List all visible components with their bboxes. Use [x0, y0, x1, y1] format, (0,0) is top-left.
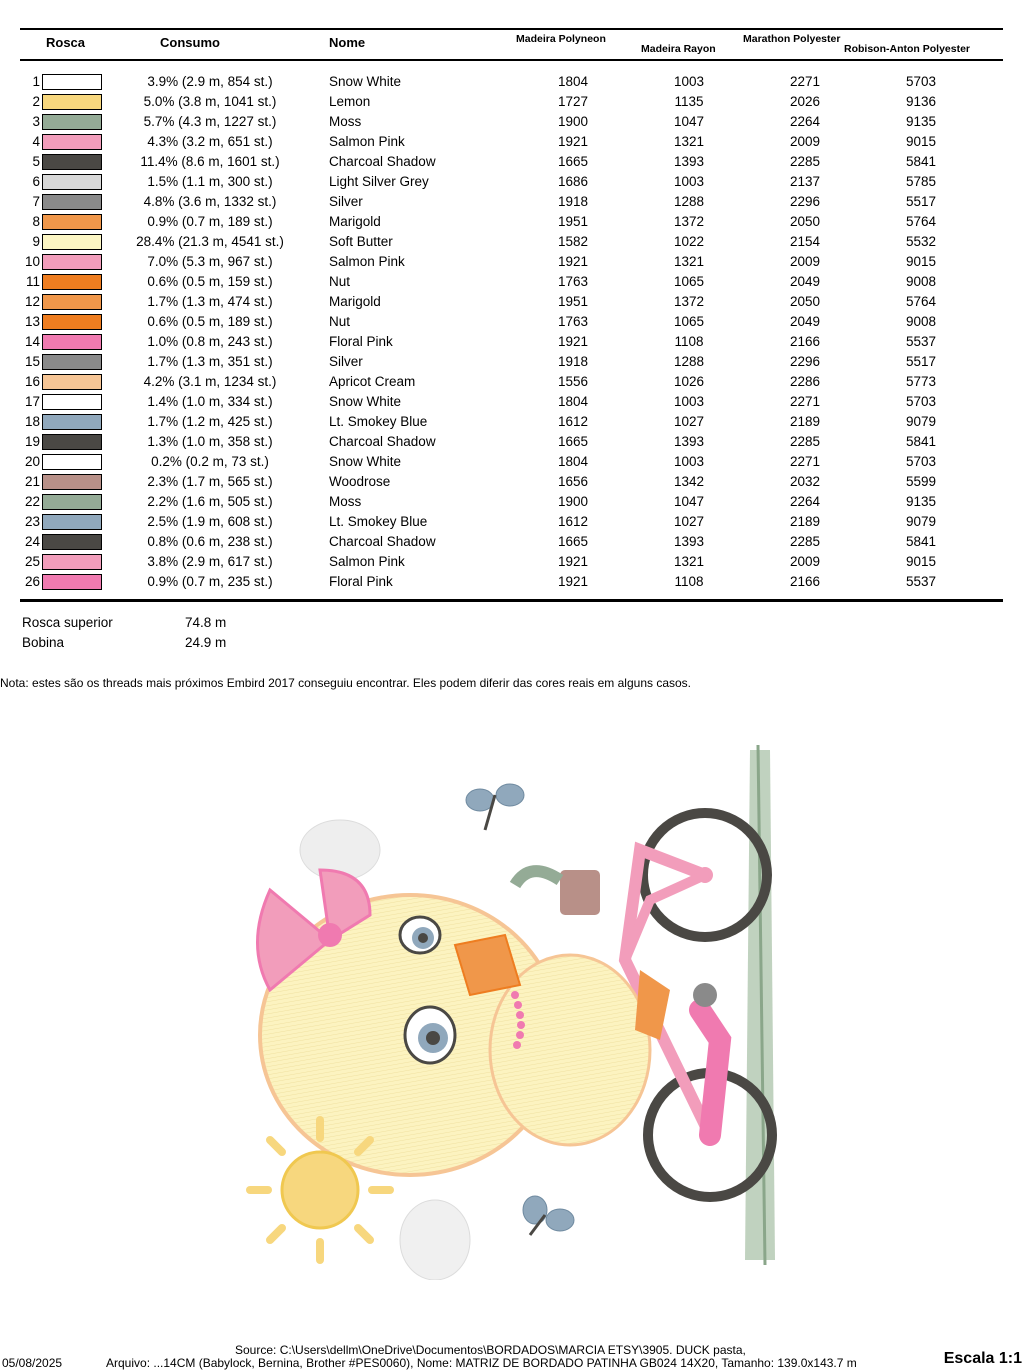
color-swatch	[42, 314, 102, 330]
row-madeira-rayon: 1108	[674, 334, 704, 349]
row-robison-anton-polyester: 9079	[905, 514, 937, 529]
row-thread-name: Lt. Smokey Blue	[329, 414, 428, 429]
row-madeira-rayon: 1321	[673, 554, 705, 569]
row-marathon-polyester: 2189	[789, 414, 821, 429]
summary-top-value: 74.8 m	[185, 615, 227, 630]
row-thread-name: Lemon	[329, 94, 371, 109]
row-marathon-polyester: 2286	[789, 374, 821, 389]
row-thread-name: Floral Pink	[329, 574, 393, 589]
color-swatch	[42, 434, 102, 450]
table-row	[0, 254, 1024, 274]
color-swatch	[42, 534, 102, 550]
row-madeira-polyneon: 1612	[557, 514, 589, 529]
row-madeira-polyneon: 1951	[557, 214, 589, 229]
color-swatch	[42, 374, 102, 390]
row-thread-name: Silver	[329, 194, 363, 209]
row-madeira-polyneon: 1804	[557, 74, 589, 89]
row-number: 3	[32, 114, 40, 129]
color-swatch	[42, 334, 102, 350]
row-consumo: 3.8% (2.9 m, 617 st.)	[147, 554, 273, 569]
row-madeira-rayon: 1135	[674, 94, 704, 109]
row-madeira-rayon: 1372	[673, 294, 705, 309]
table-row	[0, 574, 1024, 594]
row-consumo: 0.2% (0.2 m, 73 st.)	[151, 454, 269, 469]
row-number: 20	[24, 454, 40, 469]
row-consumo: 1.5% (1.1 m, 300 st.)	[147, 174, 273, 189]
row-marathon-polyester: 2264	[789, 114, 821, 129]
row-thread-name: Woodrose	[329, 474, 391, 489]
row-thread-name: Charcoal Shadow	[329, 434, 436, 449]
row-number: 22	[24, 494, 40, 509]
row-robison-anton-polyester: 9008	[905, 314, 937, 329]
row-robison-anton-polyester: 9008	[905, 274, 937, 289]
row-thread-name: Moss	[329, 114, 362, 129]
row-thread-name: Apricot Cream	[329, 374, 416, 389]
row-robison-anton-polyester: 5599	[905, 474, 937, 489]
row-consumo: 11.4% (8.6 m, 1601 st.)	[140, 154, 280, 169]
row-thread-name: Lt. Smokey Blue	[329, 514, 428, 529]
row-consumo: 1.0% (0.8 m, 243 st.)	[147, 334, 273, 349]
row-consumo: 0.9% (0.7 m, 189 st.)	[147, 214, 273, 229]
row-number: 6	[32, 174, 40, 189]
color-swatch	[42, 494, 102, 510]
row-madeira-rayon: 1393	[673, 154, 705, 169]
row-number: 2	[32, 94, 40, 109]
row-madeira-rayon: 1288	[673, 354, 705, 369]
footer-scale: Escala 1:1	[943, 1350, 1022, 1367]
row-consumo: 2.5% (1.9 m, 608 st.)	[147, 514, 273, 529]
color-swatch	[42, 234, 102, 250]
row-number: 19	[24, 434, 40, 449]
row-marathon-polyester: 2264	[789, 494, 821, 509]
row-madeira-rayon: 1372	[673, 214, 705, 229]
row-madeira-rayon: 1027	[673, 414, 705, 429]
row-number: 14	[24, 334, 40, 349]
footer-date: 05/08/2025	[2, 1356, 63, 1370]
row-robison-anton-polyester: 5532	[905, 234, 937, 249]
row-madeira-polyneon: 1921	[557, 254, 589, 269]
row-marathon-polyester: 2009	[789, 254, 821, 269]
table-row	[0, 154, 1024, 174]
row-robison-anton-polyester: 5703	[905, 394, 937, 409]
row-thread-name: Soft Butter	[329, 234, 393, 249]
table-bottom-rule	[20, 599, 1003, 602]
row-consumo: 1.3% (1.0 m, 358 st.)	[147, 434, 273, 449]
row-number: 13	[24, 314, 40, 329]
color-swatch	[42, 294, 102, 310]
row-marathon-polyester: 2050	[789, 294, 821, 309]
row-number: 17	[24, 394, 40, 409]
row-madeira-polyneon: 1804	[557, 454, 589, 469]
row-madeira-polyneon: 1665	[557, 534, 589, 549]
row-consumo: 0.6% (0.5 m, 189 st.)	[147, 314, 273, 329]
row-marathon-polyester: 2049	[789, 314, 821, 329]
row-thread-name: Marigold	[329, 294, 381, 309]
row-marathon-polyester: 2189	[789, 514, 821, 529]
row-madeira-polyneon: 1763	[557, 314, 589, 329]
row-marathon-polyester: 2166	[789, 334, 821, 349]
table-row	[0, 494, 1024, 514]
color-swatch	[42, 254, 102, 270]
row-number: 11	[25, 274, 40, 289]
row-consumo: 1.7% (1.3 m, 474 st.)	[147, 294, 273, 309]
row-thread-name: Snow White	[329, 394, 402, 409]
row-robison-anton-polyester: 5841	[905, 434, 937, 449]
row-number: 12	[24, 294, 40, 309]
row-madeira-rayon: 1003	[673, 394, 705, 409]
row-madeira-polyneon: 1900	[557, 494, 589, 509]
table-row	[0, 214, 1024, 234]
row-marathon-polyester: 2296	[789, 194, 821, 209]
row-consumo: 4.2% (3.1 m, 1234 st.)	[143, 374, 277, 389]
table-row	[0, 274, 1024, 294]
header-nome: Nome	[329, 35, 366, 50]
row-number: 9	[32, 234, 40, 249]
row-madeira-rayon: 1065	[673, 314, 705, 329]
color-swatch	[42, 134, 102, 150]
color-swatch	[42, 214, 102, 230]
header-consumo: Consumo	[160, 35, 220, 50]
row-madeira-polyneon: 1656	[557, 474, 589, 489]
color-swatch	[42, 574, 102, 590]
color-swatch	[42, 454, 102, 470]
row-madeira-rayon: 1026	[673, 374, 705, 389]
table-row	[0, 474, 1024, 494]
row-madeira-polyneon: 1556	[557, 374, 589, 389]
row-number: 24	[24, 534, 40, 549]
row-thread-name: Snow White	[329, 74, 402, 89]
row-robison-anton-polyester: 9135	[905, 494, 937, 509]
row-robison-anton-polyester: 5537	[905, 334, 937, 349]
row-robison-anton-polyester: 9015	[905, 254, 937, 269]
row-robison-anton-polyester: 5773	[905, 374, 937, 389]
row-madeira-polyneon: 1612	[557, 414, 589, 429]
footer-file-info: Arquivo: ...14CM (Babylock, Bernina, Brother #PES0060), Nome: MATRIZ DE BORDADO PATINHA GB024 14X20, Tamanho: 139.0x143.7 m	[106, 1356, 857, 1370]
row-marathon-polyester: 2009	[789, 554, 821, 569]
row-robison-anton-polyester: 5703	[905, 454, 937, 469]
row-madeira-rayon: 1022	[673, 234, 705, 249]
row-madeira-rayon: 1342	[673, 474, 705, 489]
row-marathon-polyester: 2271	[789, 394, 821, 409]
table-row	[0, 554, 1024, 574]
row-marathon-polyester: 2049	[789, 274, 821, 289]
row-madeira-rayon: 1108	[674, 574, 704, 589]
table-top-rule	[20, 28, 1003, 30]
row-madeira-rayon: 1393	[673, 434, 705, 449]
color-swatch	[42, 354, 102, 370]
row-madeira-rayon: 1003	[673, 74, 705, 89]
row-madeira-rayon: 1065	[673, 274, 705, 289]
row-number: 26	[24, 574, 40, 589]
row-number: 5	[32, 154, 40, 169]
row-marathon-polyester: 2285	[789, 154, 821, 169]
header-robison-anton-polyester: Robison-Anton Polyester	[844, 43, 971, 55]
row-robison-anton-polyester: 5703	[905, 74, 937, 89]
table-row	[0, 194, 1024, 214]
row-marathon-polyester: 2296	[789, 354, 821, 369]
color-swatch	[42, 114, 102, 130]
row-number: 10	[24, 254, 40, 269]
table-row	[0, 454, 1024, 474]
row-robison-anton-polyester: 9015	[905, 134, 937, 149]
row-consumo: 2.3% (1.7 m, 565 st.)	[147, 474, 273, 489]
row-robison-anton-polyester: 5517	[905, 354, 937, 369]
row-madeira-rayon: 1321	[673, 254, 705, 269]
row-thread-name: Floral Pink	[329, 334, 393, 349]
row-consumo: 2.2% (1.6 m, 505 st.)	[147, 494, 273, 509]
table-header-rule	[20, 59, 1003, 61]
row-madeira-rayon: 1003	[673, 174, 705, 189]
row-madeira-polyneon: 1918	[557, 194, 589, 209]
footer-source: Source: C:\Users\dellm\OneDrive\Documentos\BORDADOS\MARCIA ETSY\3905. DUCK pasta,	[235, 1343, 746, 1357]
row-thread-name: Light Silver Grey	[329, 174, 429, 189]
color-swatch	[42, 394, 102, 410]
table-row	[0, 94, 1024, 114]
row-number: 25	[24, 554, 40, 569]
row-madeira-polyneon: 1665	[557, 434, 589, 449]
row-robison-anton-polyester: 5764	[905, 294, 937, 309]
row-consumo: 4.3% (3.2 m, 651 st.)	[147, 134, 273, 149]
row-robison-anton-polyester: 5841	[905, 534, 937, 549]
row-marathon-polyester: 2137	[789, 174, 821, 189]
summary-top-label: Rosca superior	[22, 615, 113, 630]
row-robison-anton-polyester: 5841	[905, 154, 937, 169]
thread-note: Nota: estes são os threads mais próximos Embird 2017 conseguiu encontrar. Eles podem diferir das cores reais em alguns casos.	[0, 676, 692, 690]
row-consumo: 1.4% (1.0 m, 334 st.)	[147, 394, 273, 409]
table-row	[0, 374, 1024, 394]
row-marathon-polyester: 2154	[789, 234, 821, 249]
table-row	[0, 514, 1024, 534]
row-marathon-polyester: 2166	[789, 574, 821, 589]
table-row	[0, 134, 1024, 154]
row-madeira-polyneon: 1921	[557, 574, 589, 589]
summary-bobbin-value: 24.9 m	[185, 635, 227, 650]
row-thread-name: Charcoal Shadow	[329, 154, 436, 169]
row-number: 18	[24, 414, 40, 429]
row-madeira-polyneon: 1727	[557, 94, 589, 109]
row-thread-name: Salmon Pink	[329, 254, 405, 269]
row-madeira-polyneon: 1921	[557, 334, 589, 349]
row-madeira-polyneon: 1921	[557, 134, 589, 149]
row-consumo: 5.0% (3.8 m, 1041 st.)	[143, 94, 277, 109]
table-row	[0, 234, 1024, 254]
row-madeira-polyneon: 1918	[557, 354, 589, 369]
row-number: 1	[32, 74, 40, 89]
row-robison-anton-polyester: 9015	[905, 554, 937, 569]
row-number: 15	[24, 354, 40, 369]
row-consumo: 3.9% (2.9 m, 854 st.)	[147, 74, 273, 89]
row-marathon-polyester: 2032	[789, 474, 821, 489]
color-swatch	[42, 274, 102, 290]
row-consumo: 0.9% (0.7 m, 235 st.)	[147, 574, 273, 589]
row-madeira-polyneon: 1763	[557, 274, 589, 289]
row-marathon-polyester: 2026	[789, 94, 821, 109]
color-swatch	[42, 154, 102, 170]
table-row	[0, 534, 1024, 554]
row-consumo: 0.6% (0.5 m, 159 st.)	[147, 274, 273, 289]
row-consumo: 1.7% (1.2 m, 425 st.)	[147, 414, 273, 429]
row-robison-anton-polyester: 5517	[905, 194, 937, 209]
table-row	[0, 114, 1024, 134]
row-marathon-polyester: 2050	[789, 214, 821, 229]
row-number: 21	[24, 474, 40, 489]
row-marathon-polyester: 2285	[789, 434, 821, 449]
header-madeira-rayon: Madeira Rayon	[641, 43, 716, 55]
row-consumo: 7.0% (5.3 m, 967 st.)	[147, 254, 273, 269]
color-swatch	[42, 474, 102, 490]
row-marathon-polyester: 2009	[789, 134, 821, 149]
row-thread-name: Nut	[329, 274, 351, 289]
row-madeira-rayon: 1288	[673, 194, 705, 209]
row-number: 16	[24, 374, 40, 389]
table-row	[0, 334, 1024, 354]
table-row	[0, 394, 1024, 414]
row-thread-name: Charcoal Shadow	[329, 534, 436, 549]
row-robison-anton-polyester: 9135	[905, 114, 937, 129]
row-consumo: 28.4% (21.3 m, 4541 st.)	[136, 234, 284, 249]
row-madeira-rayon: 1321	[673, 134, 705, 149]
row-thread-name: Salmon Pink	[329, 554, 405, 569]
row-madeira-polyneon: 1951	[557, 294, 589, 309]
header-rosca: Rosca	[46, 35, 86, 50]
color-swatch	[42, 174, 102, 190]
header-marathon-polyester: Marathon Polyester	[743, 33, 841, 45]
row-marathon-polyester: 2271	[789, 74, 821, 89]
table-row	[0, 434, 1024, 454]
row-consumo: 4.8% (3.6 m, 1332 st.)	[143, 194, 277, 209]
row-madeira-polyneon: 1665	[557, 154, 589, 169]
row-robison-anton-polyester: 9136	[905, 94, 937, 109]
row-marathon-polyester: 2285	[789, 534, 821, 549]
summary-bobbin-label: Bobina	[22, 635, 65, 650]
row-robison-anton-polyester: 5764	[905, 214, 937, 229]
row-consumo: 0.8% (0.6 m, 238 st.)	[147, 534, 273, 549]
row-robison-anton-polyester: 9079	[905, 414, 937, 429]
row-thread-name: Nut	[329, 314, 351, 329]
row-madeira-rayon: 1393	[673, 534, 705, 549]
row-madeira-rayon: 1047	[673, 114, 705, 129]
row-madeira-rayon: 1047	[673, 494, 705, 509]
row-consumo: 5.7% (4.3 m, 1227 st.)	[143, 114, 277, 129]
row-thread-name: Snow White	[329, 454, 402, 469]
table-row	[0, 74, 1024, 94]
row-madeira-polyneon: 1686	[557, 174, 589, 189]
color-swatch	[42, 554, 102, 570]
table-row	[0, 294, 1024, 314]
row-thread-name: Salmon Pink	[329, 134, 405, 149]
row-madeira-polyneon: 1582	[557, 234, 589, 249]
row-thread-name: Marigold	[329, 214, 381, 229]
color-swatch	[42, 94, 102, 110]
table-row	[0, 174, 1024, 194]
row-number: 7	[32, 194, 40, 209]
row-robison-anton-polyester: 5537	[905, 574, 937, 589]
row-thread-name: Moss	[329, 494, 362, 509]
row-thread-name: Silver	[329, 354, 363, 369]
row-madeira-rayon: 1003	[673, 454, 705, 469]
row-robison-anton-polyester: 5785	[905, 174, 937, 189]
table-row	[0, 414, 1024, 434]
row-number: 4	[32, 134, 40, 149]
row-madeira-rayon: 1027	[673, 514, 705, 529]
color-swatch	[42, 74, 102, 90]
color-swatch	[42, 514, 102, 530]
row-consumo: 1.7% (1.3 m, 351 st.)	[147, 354, 273, 369]
color-swatch	[42, 194, 102, 210]
row-madeira-polyneon: 1921	[557, 554, 589, 569]
header-madeira-polyneon: Madeira Polyneon	[516, 33, 606, 45]
table-row	[0, 314, 1024, 334]
row-madeira-polyneon: 1900	[557, 114, 589, 129]
row-number: 8	[32, 214, 40, 229]
embroidery-design-image	[230, 740, 790, 1280]
row-number: 23	[24, 514, 40, 529]
row-madeira-polyneon: 1804	[557, 394, 589, 409]
row-marathon-polyester: 2271	[789, 454, 821, 469]
color-swatch	[42, 414, 102, 430]
table-row	[0, 354, 1024, 374]
